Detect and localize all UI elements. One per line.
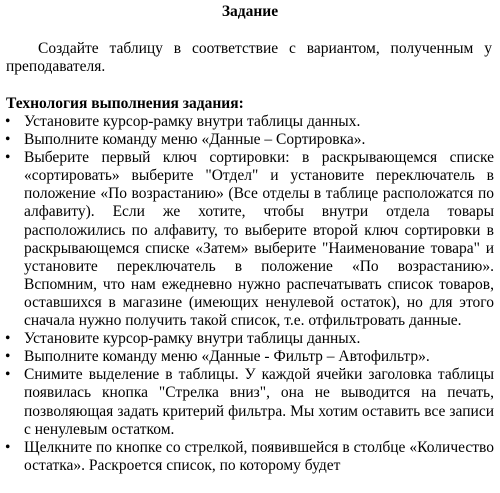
list-item [0,149,494,330]
step-text: Выполните команду меню «Данные – Сортировка». [24,131,366,149]
step-text: Щелкните по кнопке со стрелкой, появившейся в столбце «Количество остатка». Раскроется список, по которому будет [24,438,494,474]
bullet-icon: • [5,131,11,149]
bullet-icon: • [5,149,11,167]
bullet-icon: • [5,438,11,456]
list-item [0,348,494,366]
bullet-icon: • [5,330,11,348]
list-item [0,113,494,131]
step-text: Выберите первый ключ сортировки: в раскрывающемся списке «сортировать» выберите "Отдел" и установите переключатель в положение «По возрастанию» (Все отделы в таблице расположатся по алфавиту). Если же хотите, чтобы внутри отдела товары расположились по алфавиту, то выберите второй ключ сортировки в раскрывающемся списке «Затем» выберите "Наименование товара" и установите переключатель в положение «По возрастанию». Вспомним, что нам ежедневно нужно распечатывать список товаров, оставшихся в магазине (имеющих ненулевой остаток), но для этого сначала нужно получить такой список, т.е. отфильтровать данные. [24,149,494,330]
step-text: Снимите выделение в таблицы. У каждой ячейки заголовка таблицы появилась кнопка "Стрелка вниз", она не выводится на печать, позволяющая задать критерий фильтра. Мы хотим оставить все записи с ненулевым остатком. [24,366,494,438]
steps-list [0,113,494,475]
step-text: Установите курсор-рамку внутри таблицы данных. [24,330,361,348]
bullet-icon: • [5,348,11,366]
list-item [0,330,494,348]
step-text: Установите курсор-рамку внутри таблицы данных. [24,113,361,130]
list-item [0,131,494,149]
section-heading: Технология выполнения задания: [6,95,244,112]
list-item [0,366,494,438]
document-title: Задание [221,3,279,20]
intro-paragraph: Создайте таблицу в соответствие с вариантом, полученным у преподавателя. [6,40,492,75]
bullet-icon: • [5,113,11,130]
bullet-icon: • [5,366,11,384]
list-item [0,439,494,475]
step-text: Выполните команду меню «Данные - Фильтр – Автофильтр». [24,348,430,366]
